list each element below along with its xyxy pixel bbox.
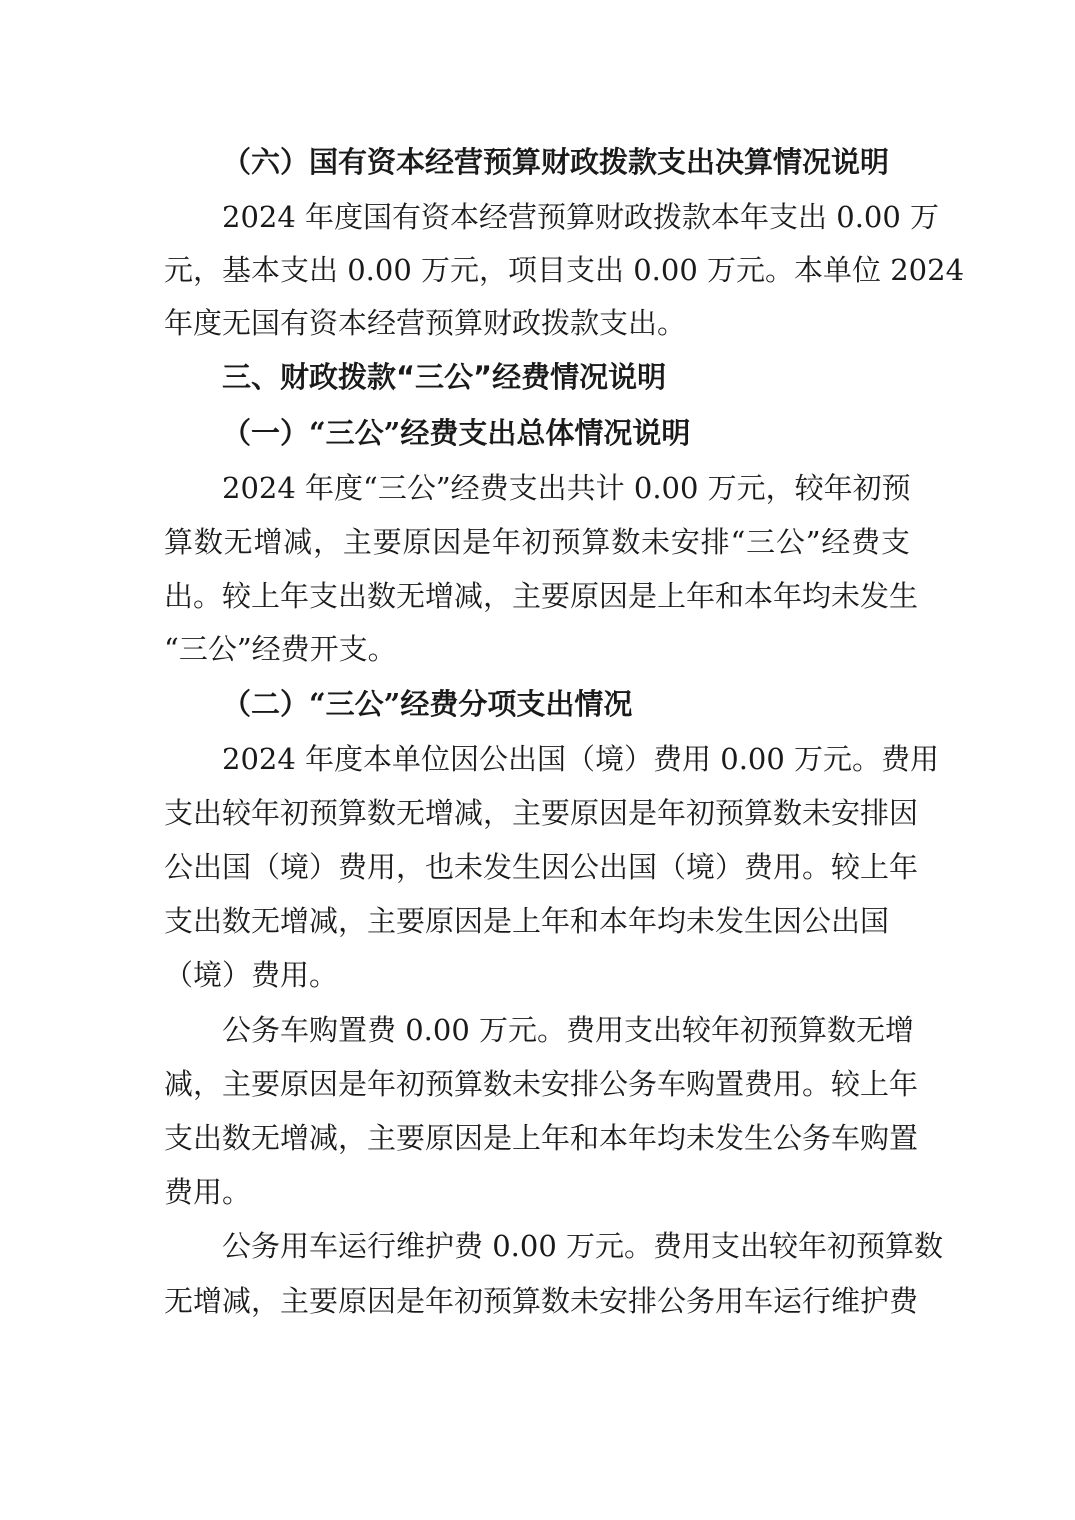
paragraph-line: 2024 年度“三公”经费支出共计 0.00 万元，较年初预	[222, 471, 911, 505]
section-heading-3: 三、财政拨款“三公”经费情况说明	[222, 360, 667, 394]
subsection-heading-2: （二）“三公”经费分项支出情况	[222, 687, 633, 721]
subsection-heading-1: （一）“三公”经费支出总体情况说明	[222, 416, 691, 450]
paragraph-line: 2024 年度国有资本经营预算财政拨款本年支出 0.00 万	[222, 200, 940, 234]
paragraph-line: 2024 年度本单位因公出国（境）费用 0.00 万元。费用	[222, 742, 940, 776]
paragraph-line: 年度无国有资本经营预算财政拨款支出。	[164, 306, 687, 340]
paragraph-line: 支出数无增减，主要原因是上年和本年均未发生因公出国	[164, 904, 890, 938]
paragraph-line: 支出较年初预算数无增减，主要原因是年初预算数未安排因	[164, 796, 919, 830]
paragraph-line: 无增减，主要原因是年初预算数未安排公务用车运行维护费	[164, 1284, 919, 1318]
paragraph-line: 减，主要原因是年初预算数未安排公务车购置费用。较上年	[164, 1067, 919, 1101]
paragraph-line: 出。较上年支出数无增减，主要原因是上年和本年均未发生	[164, 579, 919, 613]
paragraph-line: 公出国（境）费用，也未发生因公出国（境）费用。较上年	[164, 850, 919, 884]
subsection-heading-6: （六）国有资本经营预算财政拨款支出决算情况说明	[222, 145, 890, 179]
paragraph-line: 支出数无增减，主要原因是上年和本年均未发生公务车购置	[164, 1121, 919, 1155]
paragraph-line: 元，基本支出 0.00 万元，项目支出 0.00 万元。本单位 2024	[164, 253, 965, 287]
paragraph-line: 公务车购置费 0.00 万元。费用支出较年初预算数无增	[222, 1013, 915, 1047]
paragraph-line: （境）费用。	[164, 958, 339, 992]
paragraph-line: 算数无增减，主要原因是年初预算数未安排“三公”经费支	[164, 525, 910, 559]
paragraph-line: “三公”经费开支。	[164, 632, 397, 666]
paragraph-line: 公务用车运行维护费 0.00 万元。费用支出较年初预算数	[222, 1229, 944, 1263]
paragraph-line: 费用。	[164, 1175, 252, 1209]
